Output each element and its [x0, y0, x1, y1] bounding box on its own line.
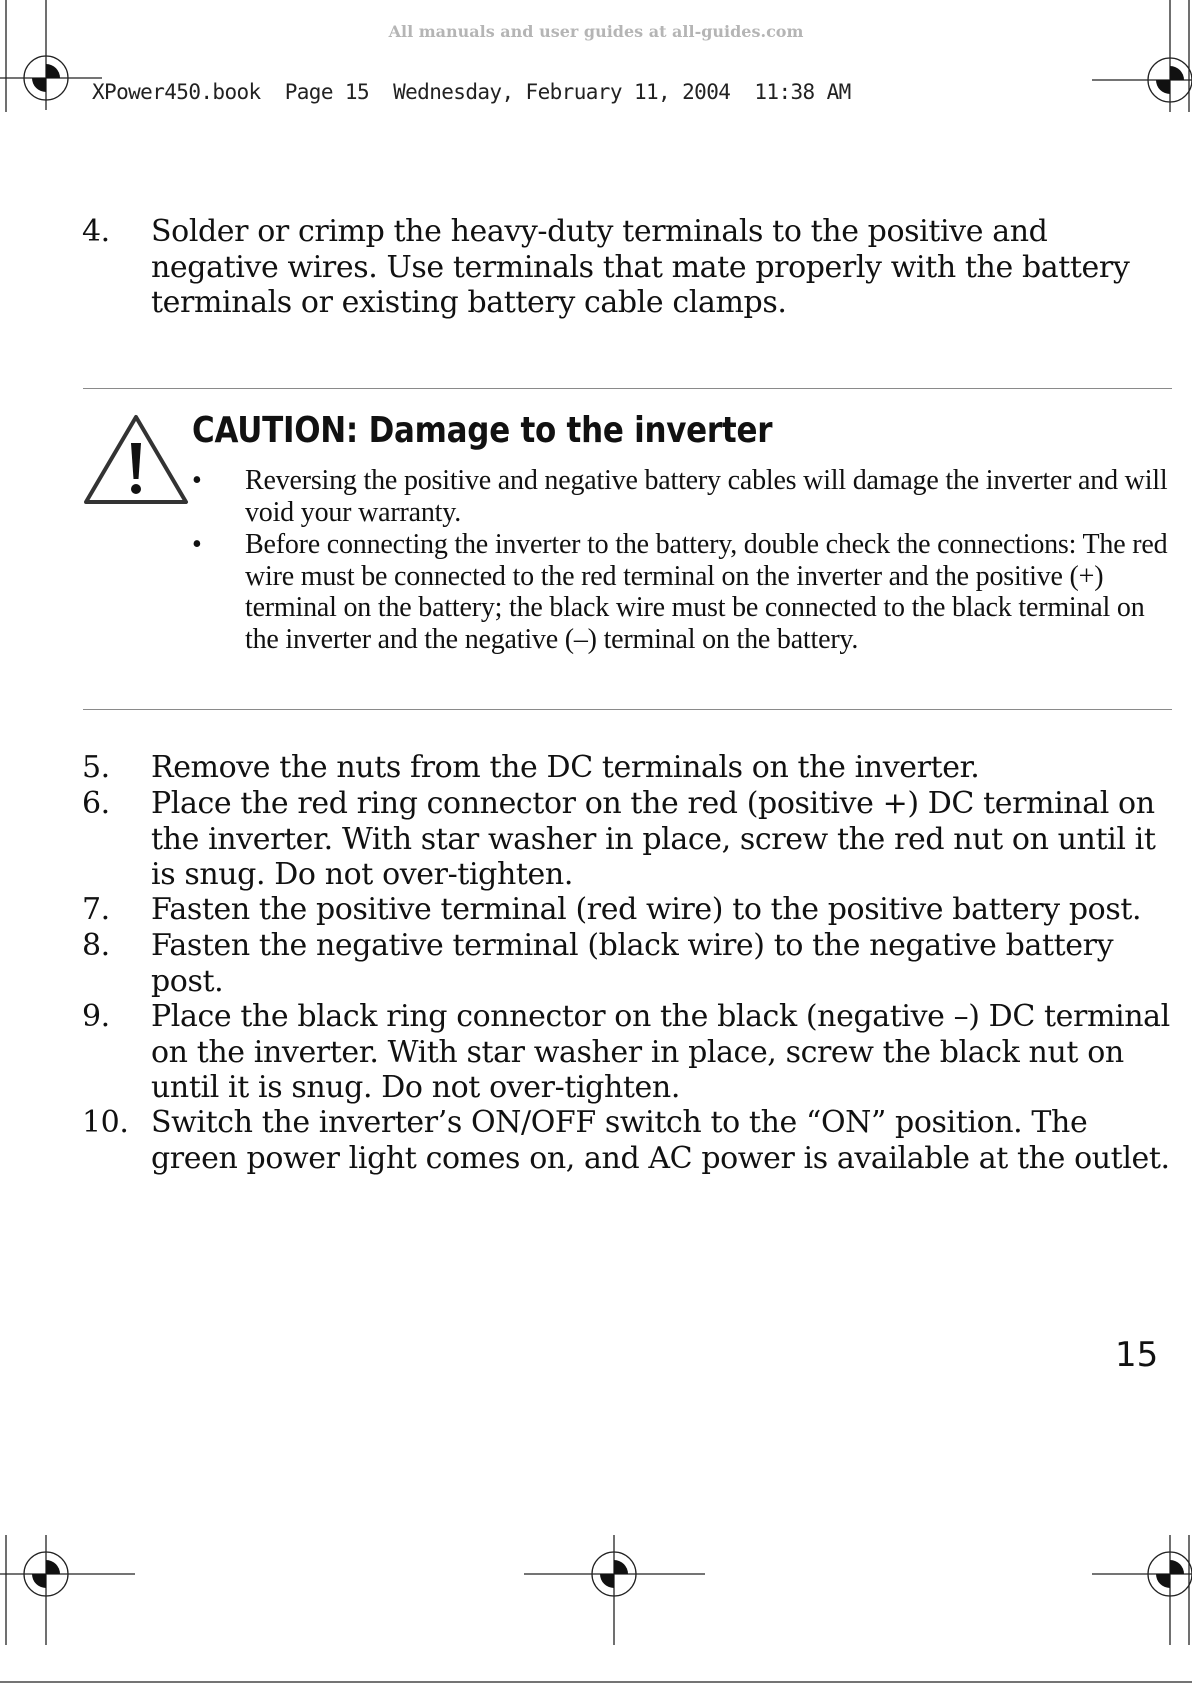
step-text: Fasten the positive terminal (red wire) to the positive battery post. [151, 892, 1142, 927]
bullet-dot: • [192, 529, 202, 560]
step-text: Place the red ring connector on the red (positive +) DC terminal on the inverter. With star washer in place, screw the red nut on until it is snug. Do not over-tighten. [151, 786, 1156, 892]
list-item [82, 892, 1172, 928]
list-item [82, 786, 1172, 893]
step-number: 6. [82, 786, 110, 821]
step-text: Place the black ring connector on the black (negative –) DC terminal on the inverter. With star washer in place, screw the black nut on until it is snug. Do not over-tighten. [151, 999, 1170, 1105]
step-number: 4. [82, 214, 110, 249]
list-item [82, 999, 1172, 1106]
list-item [82, 1105, 1172, 1176]
page-number: 15 [1115, 1335, 1159, 1375]
watermark: All manuals and user guides at all-guides.com [388, 22, 804, 41]
warning-triangle-icon [82, 413, 190, 507]
bullet-dot: • [192, 465, 202, 496]
list-item [192, 529, 1172, 655]
step-number: 10. [82, 1105, 129, 1140]
caution-title: CAUTION: Damage to the inverter [192, 410, 773, 451]
step-number: 9. [82, 999, 110, 1034]
book-header: XPower450.book Page 15 Wednesday, February 11, 2004 11:38 AM [92, 80, 851, 104]
divider [83, 709, 1172, 710]
list-item [82, 750, 1172, 786]
step-text: Solder or crimp the heavy-duty terminals to the positive and negative wires. Use terminals that mate properly with the battery terminals or existing battery cable clamps. [151, 214, 1130, 320]
step-text: Remove the nuts from the DC terminals on the inverter. [151, 750, 980, 785]
list-item [82, 928, 1172, 999]
list-item [82, 214, 1172, 321]
list-item [192, 465, 1172, 528]
step-number: 8. [82, 928, 110, 963]
divider [83, 388, 1172, 389]
step-number: 7. [82, 892, 110, 927]
step-number: 5. [82, 750, 110, 785]
caution-bullet-text: Reversing the positive and negative battery cables will damage the inverter and will void your warranty. [245, 465, 1168, 528]
step-text: Switch the inverter’s ON/OFF switch to the “ON” position. The green power light comes on, and AC power is available at the outlet. [151, 1105, 1170, 1176]
caution-bullet-text: Before connecting the inverter to the battery, double check the connections: The red wire must be connected to the red terminal on the inverter and the positive (+) terminal on the battery; the black wire must be connected to the black terminal on the inverter and the negative (–) terminal on the battery. [245, 529, 1168, 655]
step-text: Fasten the negative terminal (black wire) to the negative battery post. [151, 928, 1114, 999]
